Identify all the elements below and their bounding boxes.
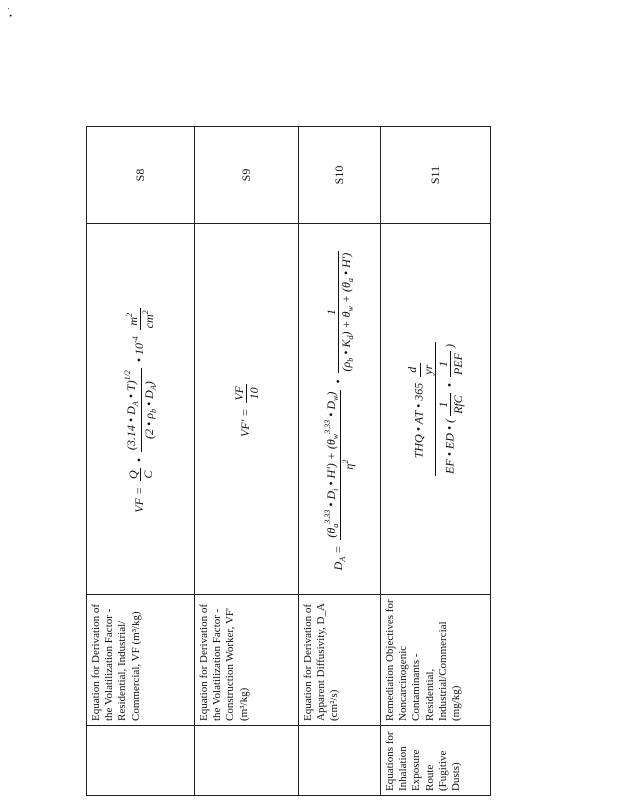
scan-speck: · (8, 8, 14, 25)
equation-id-cell: S10 (299, 127, 381, 224)
formula-cell (299, 224, 381, 595)
equation-name: Equation for Derivation of the Volatilization Factor - Residential, Industrial/ Commercial, VF (m³/kg) (90, 604, 142, 721)
formula-s11: THQ • AT • 365 d yr EF • ED • ( 1 RfC • 1 PEF ) (405, 344, 466, 474)
equation-name-cell (87, 595, 195, 726)
category-cell (87, 726, 195, 796)
category-cell (299, 726, 381, 796)
equation-id-cell: S9 (195, 127, 299, 224)
equation-name: Equation for Derivation of Apparent Diffusivity, D_A (cm²/s) (302, 603, 341, 721)
table-row (381, 127, 491, 796)
equation-id-cell: S11 (381, 127, 491, 224)
equation-name-cell (195, 595, 299, 726)
equation-name-cell (299, 595, 381, 726)
formula-s8: VF = Q C • (3.14 • $D_A$ • T)$^{1/2}$ (2 • $\rho_b$ • $D_A$) • $10^{-4}$ $m^2$ $cm^2$ (122, 310, 158, 513)
rotated-table-wrapper (86, 127, 490, 796)
formula-cell (87, 224, 195, 595)
formula-cell (195, 224, 299, 595)
equation-name-cell (381, 595, 491, 726)
equation-id-cell: S8 (87, 127, 195, 224)
equation-table (86, 126, 491, 796)
category-cell: Equations for Inhalation Exposure Route (Fugitive Dusts) (381, 726, 491, 796)
equation-name: Remediation Objectives for Noncarcinogenic Contaminants - Residential, Industrial/Commercial (mg/kg) (384, 599, 462, 721)
table-row (87, 127, 195, 796)
equation-name: Equation for Derivation of the Volatilization Factor - Construction Worker, VF' (m³/kg) (198, 604, 250, 721)
formula-s10: $D_A$ = ($\theta_a^{3.33}$ • $D_i$ • $H') + (\theta_w^{3.33}$ • $D_w$) $\eta^2$ • 1 ($\rho_b$ • $K_d) + \theta_w + (\theta_a$ • H') (322, 252, 357, 571)
formula-s9: VF' = VF 10 (231, 386, 261, 437)
category-cell (195, 726, 299, 796)
table-row (195, 127, 299, 796)
table-row (299, 127, 381, 796)
formula-cell (381, 224, 491, 595)
